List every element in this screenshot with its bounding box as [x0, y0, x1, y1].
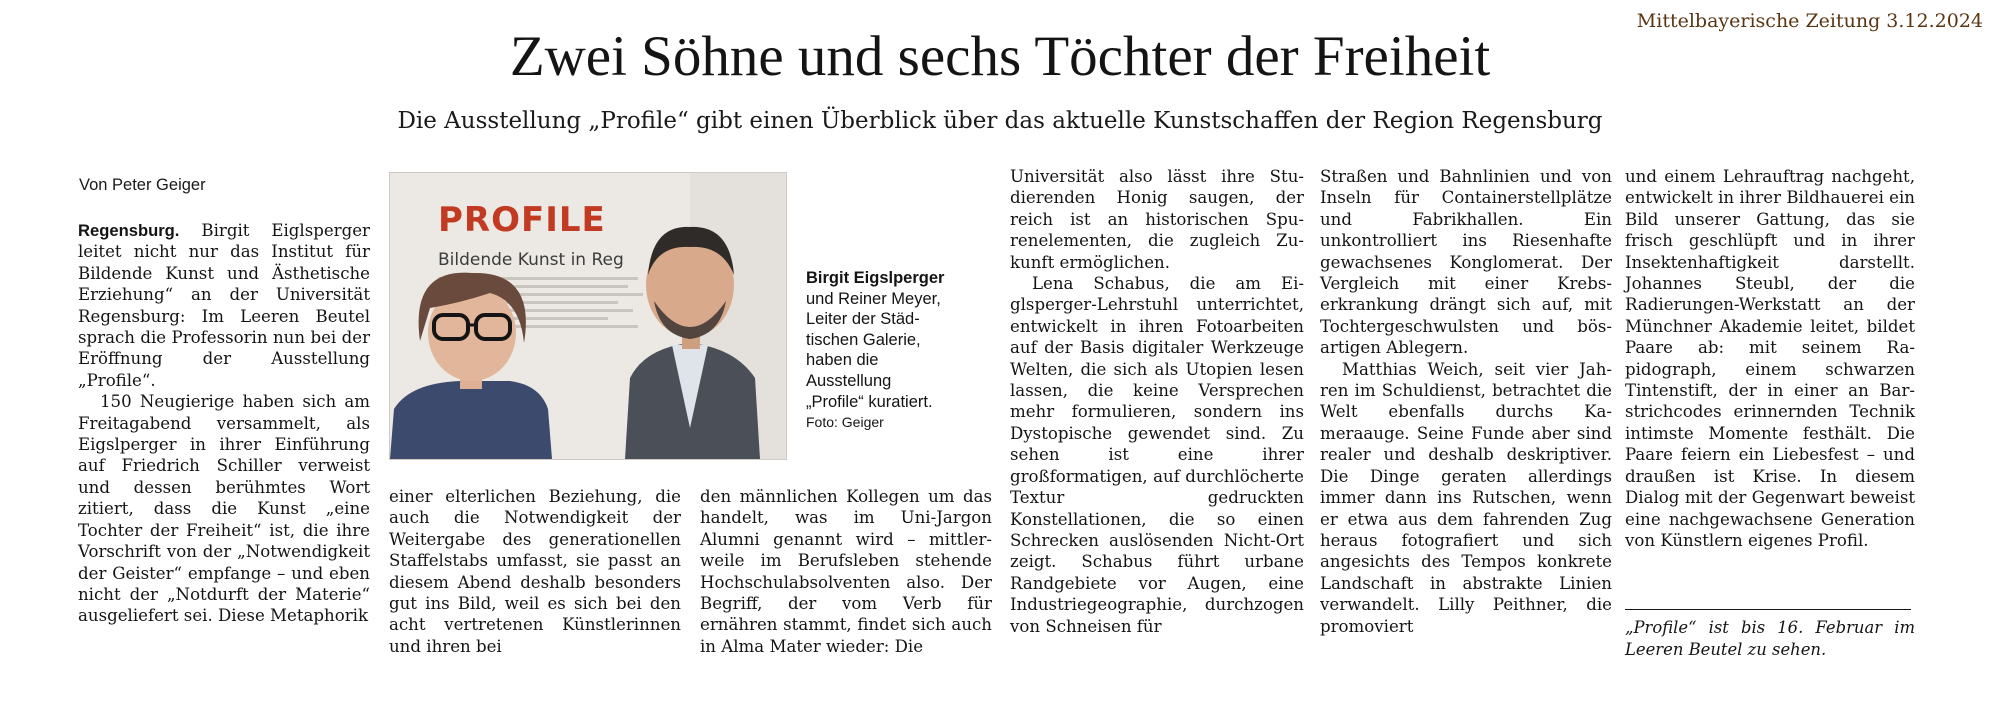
byline: Von Peter Geiger: [79, 176, 206, 194]
article-paragraph: Lena Schabus, die am Eiglsperger-Lehrstuhl unterrichtet, entwickelt in ihren Fotoarbeiten auf der Basis digitaler Werkzeuge Welten, die sich als Utopien lesen lassen, die keine Versprechen mehr formulieren, sondern ins Dystopische gewendet sind. Zu sehen ist eine ihrer großformatigen, auf durchlöcherte Textur gedruckten Konstellationen, die so einen Schrecken auslösenden Nicht-Ort zeigt. Schabus führt urbane Randgebiete vor Augen, eine Industriegeographie, durchzogen von Schneisen für: [1010, 274, 1304, 636]
headline: Zwei Söhne und sechs Töchter der Freiheit: [509, 25, 1491, 88]
article-paragraph: [78, 220, 370, 391]
article-column-2: [389, 486, 681, 657]
article-column-3: [700, 486, 992, 657]
article-column-5: [1320, 166, 1612, 637]
caption-text: und Reiner Meyer, Leiter der Städtischen Galerie, haben die Ausstellung „Profile“ kuratiert.: [806, 289, 941, 411]
article-column-1: [78, 220, 370, 627]
footnote-rule: [1625, 609, 1911, 610]
dateline: Regensburg.: [78, 221, 180, 240]
article-column-4: [1010, 166, 1304, 637]
footnote: „Profile“ ist bis 16. Februar im Leeren Beutel zu sehen.: [1625, 618, 1915, 659]
photo-caption: [806, 268, 946, 433]
sign-title: PROFILE: [438, 200, 606, 240]
photo-credit: Foto: Geiger: [806, 414, 884, 431]
sign-subtitle: Bildende Kunst in Reg: [438, 250, 624, 270]
article-column-6: [1625, 166, 1915, 551]
photo-image: [390, 173, 786, 459]
article-paragraph: den männlichen Kollegen um das handelt, was im Uni-Jargon Alumni genannt wird – mittlerweile im Berufsleben stehende Hochschulabsolventen also. Der Begriff, der vom Verb für ernähren stammt, findet sich auch in Alma Mater wieder: Die: [700, 487, 992, 656]
caption-names: Birgit Eigslperger: [806, 269, 945, 287]
article-paragraph: und einem Lehrauftrag nachgeht, entwickelt in ihrer Bildhauerei ein Bild unserer Gattung, das sie frisch geschlüpft und in ihrer Insektenhaftigkeit darstellt. Johannes Steubl, der die Radierungen-Werkstatt an der Münchner Akademie leitet, bildet Paare ab: mit seinem Rapidograph, einem schwarzen Tintenstift, der in einer an Barstrichcodes erinnernden Technik intimste Momente festhält. Die Paare feiern ein Liebesfest – und draußen ist Krise. In diesem Dialog mit der Gegenwart beweist eine nachgewachsene Generation von Künstlern eigenes Profil.: [1625, 167, 1915, 550]
article-paragraph: 150 Neugierige haben sich am Freitagabend versammelt, als Eigslperger in ihrer Einführung auf Friedrich Schiller verweist und dessen berühmtes Wort zitiert, dass die Kunst „eine Tochter der Freiheit“ ist, die ihre Vorschrift von der „Notwendigkeit der Geister“ empfange – und eben nicht der „Notdurft der Materie“ ausgeliefert sei. Diese Metaphorik: [78, 392, 370, 626]
article-paragraph: Matthias Weich, seit vier Jahren im Schuldienst, betrachtet die Welt ebenfalls durchs Kameraauge. Seine Funde aber sind realer und deshalb deskriptiver. Die Dinge geraten allerdings immer dann ins Rutschen, wenn er etwa aus dem fahrenden Zug heraus fotografiert und sich angesichts des Tempos konkrete Landschaft in abstrakte Linien verwandelt. Lilly Peithner, die promoviert: [1320, 359, 1612, 636]
article-paragraph: Straßen und Bahnlinien und von Inseln für Containerstellplätze und Fabrikhallen. Ein unkontrolliert ins Riesenhafte gewachsenes Konglomerat. Der Vergleich mit einer Krebserkrankung drängt sich auf, mit Tochtergeschwulsten und bösartigen Ablegern.: [1320, 167, 1612, 358]
article-paragraph: Universität also lässt ihre Studierenden Honig saugen, der reich ist an historischen Spurenelementen, die zugleich Zukunft ermöglichen.: [1010, 167, 1304, 272]
article-paragraph: einer elterlichen Beziehung, die auch die Notwendigkeit der Weitergabe des generationellen Staffelstabs umfasst, sie passt an diesem Abend deshalb besonders gut ins Bild, weil es sich bei den acht vertretenen Künstlerinnen und ihren bei: [389, 487, 681, 656]
article-text: Birgit Eiglsperger leitet nicht nur das Institut für Bildende Kunst und Ästhetische Erziehung“ an der Universität Regensburg: Im Leeren Beutel sprach die Professorin nun bei der Eröffnung der Ausstellung „Profile“.: [78, 221, 370, 390]
subheadline: Die Ausstellung „Profile“ gibt einen Überblick über das aktuelle Kunstschaffen der Region Regensburg: [397, 108, 1603, 134]
photo: [389, 172, 787, 460]
masthead: Mittelbayerische Zeitung 3.12.2024: [1636, 10, 1983, 32]
